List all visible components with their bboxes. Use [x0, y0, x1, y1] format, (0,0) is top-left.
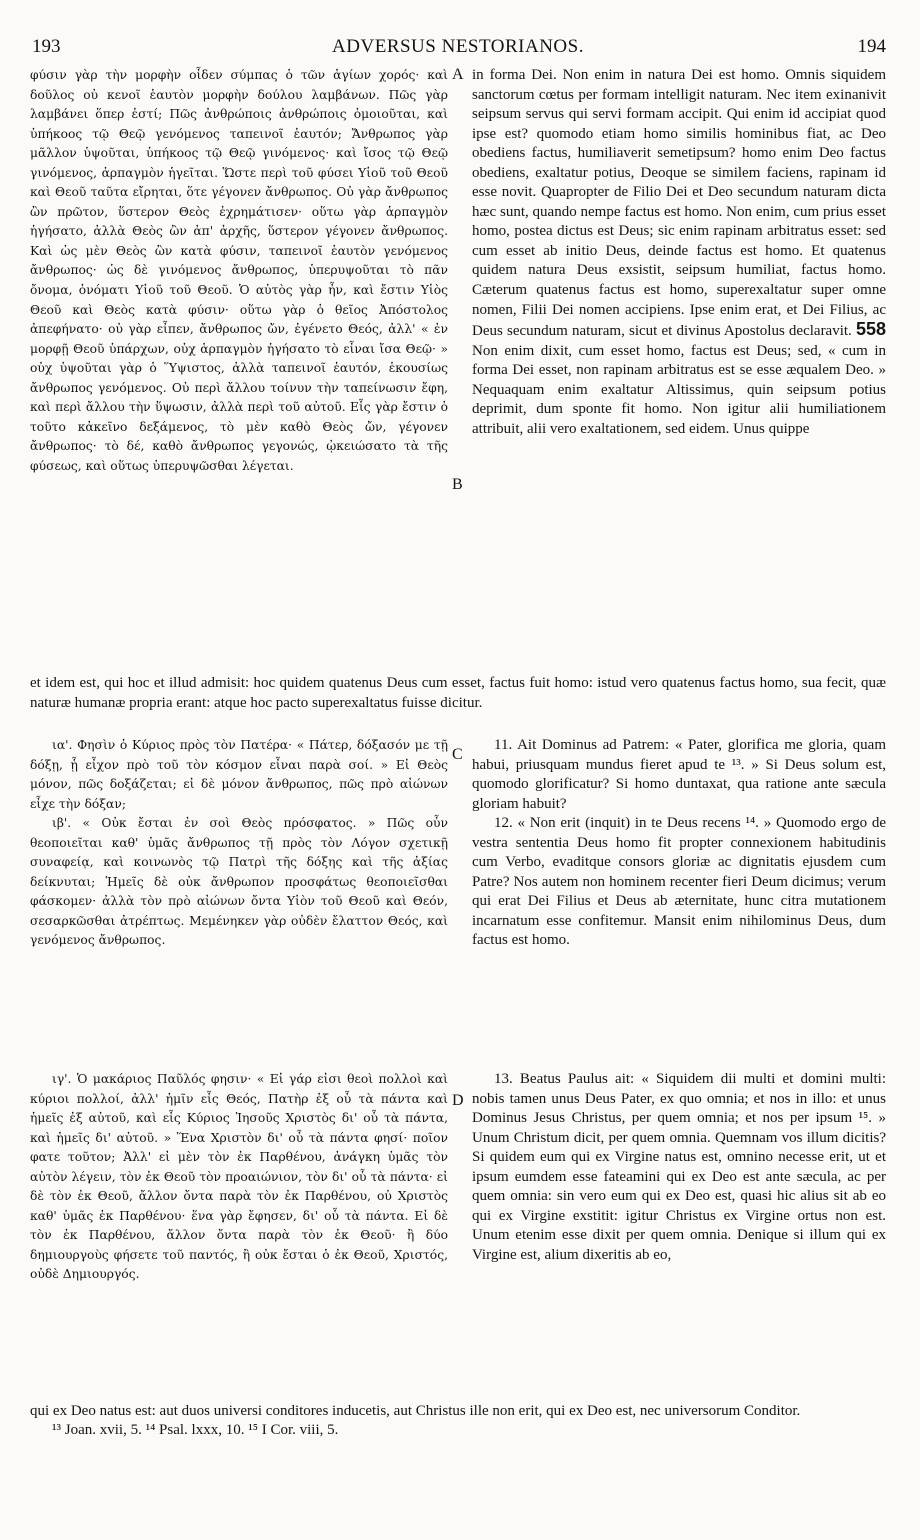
latin-column [472, 66, 886, 672]
full-width-paragraph: qui ex Deo natus est: aut duos universi conditores inducetis, aut Christus ille non erit, qui ex Deo est, nec universorum Conditor. [30, 1403, 801, 1419]
latin-paragraph [472, 66, 886, 439]
full-width-paragraph: et idem est, qui hoc et illud admisit: hoc quidem quatenus Deus cum esset, factus fuit homo: istud vero quatenus factus homo, sua fecit, quæ naturæ humanæ propria erant: atque hoc pacto superexaltatus fuisse dicitur. [30, 675, 886, 711]
greek-paragraph-13: ιγ'. Ὁ μακάριος Παῦλός φησιν· « Εἰ γάρ εἰσι θεοὶ πολλοὶ καὶ κύριοι πολλοί, ἀλλ' ἡμῖν εἷς Θεός, Πατὴρ ἐξ οὗ τὰ πάντα καὶ ἡμεῖς ἐξ αὐτοῦ, καὶ εἷς Κύριος Ἰησοῦς Χριστὸς δι' οὗ τὰ πάντα, καὶ ἡμεῖς δι' αὐτοῦ. » Ἕνα Χριστὸν δι' οὗ τὰ πάντα φησί· ποῖον φατε τοῦτον; Ἀλλ' εἰ μὲν τὸν ἐκ Παρθένου, ἀνάγκη ὑμᾶς τὸν αὐτὸν λέγειν, τὸν ἐκ Θεοῦ τὸν προαιώνιον, τὸν δι' οὗ τὰ πάντα· εἰ δὲ τὸν ἐκ Θεοῦ, ἄλλον ὄντα παρὰ τὸν ἐκ Παρθένου, οὐ Χριστὸς καθ' ὑμᾶς ἐκ Παρθένου· ἕνα γὰρ ἔφησεν, δι' οὗ τὰ πάντα. Εἰ δὲ τὸν ἐκ Παρθένου, ἄλλον ὄντα παρὰ τὸν ἐκ Θεοῦ· ἢ δύο δημιουργοὺς φήσετε τοῦ παντός, ἢ οὐκ ἔσται ὁ ἐκ Θεοῦ, Χριστός, οὐδὲ Δημιουργός. [30, 1072, 448, 1282]
latin-paragraph-11: 11. Ait Dominus ad Patrem: « Pater, glorifica me gloria, quam habui, priusquam mundus fieret apud te ¹³. » Si Deus solum est, quomodo glorificatur? Si homo duntaxat, qua ratione ante sæcula gloriam habuit? [472, 737, 886, 812]
greek-column [30, 736, 448, 1066]
margin-letter-d: D [452, 1092, 464, 1109]
margin-letter-a: A [452, 66, 464, 83]
greek-column [30, 1070, 448, 1395]
running-header [30, 30, 886, 64]
page [30, 30, 886, 1530]
footnotes: ¹³ Joan. xvii, 5. ¹⁴ Psal. lxxx, 10. ¹⁵ I Cor. viii, 5. [52, 1422, 339, 1438]
section-1 [30, 66, 886, 711]
latin-column [472, 1070, 886, 1395]
running-title: ADVERSUS NESTORIANOS. [332, 36, 584, 57]
column-number: 558 [855, 319, 886, 340]
greek-paragraph-11: ια'. Φησὶν ὁ Κύριος πρὸς τὸν Πατέρα· « Πάτερ, δόξασόν με τῇ δόξῃ, ᾗ εἶχον πρὸ τοῦ τὸν κόσμον εἶναι παρὰ σοί. » Εἰ Θεὸς μόνον, πῶς δοξάζεται; εἰ δὲ μόνον ἄνθρωπος, πῶς πρὸ αἰώνων εἶχε τὴν δόξαν; [30, 738, 448, 811]
latin-text: in forma Dei. Non enim in natura Dei est homo. Omnis siquidem sanctorum cœtus per formam intelligit naturam. Nec item exinanivit seipsum servus qui servi formam accipit. Qui enim id accipiat quod ipse est? quomodo etiam homo similis hominibus fiat, ac Deo obediens factus, humiliaverit semetipsum? homo enim Deo factus obediens, exaltatur potius, Deoque se similem faciens, rapinam id esse novit. Quapropter de Filio Dei et Deo secundum naturam dicta hæc sunt, quando nempe factus est homo. Non enim, cum prius esset homo, postea dictus est Deus; sic enim rapinam arbitratus esset: sed cum esset ab initio Deus, deinde factus est homo. Et quatenus quidem natura Deus exsistit, seipsum humiliat, factus homo. Cæterum quatenus factus est homo, superexaltatur super omne nomen, Filii Dei nomen accipiens. Ipse enim erat, et Dei Filius, ac Deus secundum naturam, sicut et divinus Apostolus declaravit. [472, 67, 886, 340]
greek-column [30, 66, 448, 672]
latin-column [472, 736, 886, 1066]
latin-paragraph-13: 13. Beatus Paulus ait: « Siquidem dii multi et domini multi: nobis tamen unus Deus Pater, ex quo omnia; et nos in illo: et unus Dominus Jesus Christus, per quem omnia; et nos per ipsum ¹⁵. » Unum Christum dicit, per quem omnia. Quemnam vos illum dicitis? Si quidem eum qui ex Virgine natus est, omnino necesse erit, ut et ipsum eumdem esse fateamini qui ex Deo est ante sæcula, ac per quem omnia: sin vero eum qui ex Deo est, quasi hic alius sit ab eo qui ex Virgine exstitit: igitur Christus ex Virgine ortus non est. Unum etenim esse dixit per quem omnia. Denique si illum qui ex Virgine est, alium dixeritis ab eo, [472, 1071, 886, 1263]
page-number-right: 194 [857, 36, 886, 57]
page-number-left: 193 [32, 36, 61, 57]
latin-text: Non enim dixit, cum esset homo, factus est Deus; sed, « cum in forma Dei esset, non rapinam arbitratus est se esse æqualem Deo. » Nequaquam enim exaltatur Altissimus, quin seipsum potius deprimit, dum sponte fit homo. Non igitur alii humiliationem attribuit, alii vero exaltationem, sed eidem. Unus quippe [472, 342, 886, 437]
section-3 [30, 1070, 886, 1470]
greek-paragraph-12: ιβ'. « Οὐκ ἔσται ἐν σοὶ Θεὸς πρόσφατος. » Πῶς οὖν θεοποιεῖται καθ' ὑμᾶς ἄνθρωπος τῇ πρὸς τὸν Λόγον σχετικῇ συναφείᾳ, καὶ κοινωνὸς τῷ Πατρὶ τῆς δόξης καὶ τῆς ἀξίας δείκνυται; Ἡμεῖς δὲ οὐκ ἄνθρωπον προσφάτως θεοποιεῖσθαι φάσκομεν· ἀλλὰ τὸν πρὸ αἰώνων ὄντα Υἱὸν τοῦ Θεοῦ καὶ Θεόν, σεσαρκῶσθαι ἀτρέπτως. Μεμένηκεν γὰρ οὐδὲν ἔλαττον Θεός, καὶ γενόμενος ἄνθρωπος. [30, 816, 448, 948]
margin-letter-b: B [452, 476, 463, 493]
section-2 [30, 736, 886, 1066]
latin-paragraph-12: 12. « Non erit (inquit) in te Deus recens ¹⁴. » Quomodo ergo de vestra sententia Deus homo fit propter connexionem habitudinis cum Verbo, evaditque consors gloriæ ac dignitatis ejusdem cum Patre? Nos autem non hominem recenter fieri Deum dicimus; verum qui erat Dei Filius et Deus ab æternitate, hunc citra mutationem incarnatum esse confitemur. Mansit enim nihilominus Deus, dum factus est homo. [472, 815, 886, 949]
margin-letter-c: C [452, 746, 463, 763]
greek-paragraph: φύσιν γὰρ τὴν μορφὴν οἶδεν σύμπας ὁ τῶν ἁγίων χορός· καὶ δοῦλος οὐ κενοῖ ἑαυτὸν μορφὴν δούλου λαμβάνων. Πῶς γὰρ λαμβάνει ὅπερ ἐστί; Πῶς ἀνθρώποις ἀνθρώποις ὁμοιοῦται, καὶ ὑπήκοος τῷ Θεῷ γενόμενος ταπεινοῖ ἑαυτόν; Ἄνθρωπος γὰρ μᾶλλον ὑψοῦται, ὑπήκοος τῷ Θεῷ γινόμενος· καὶ ἴσος τῷ Θεῷ γινόμενος, ἁρπαγμὸν ἡγεῖται. Ὥστε περὶ τοῦ φύσει Υἱοῦ τοῦ Θεοῦ καὶ Θεοῦ ταῦτα εἴρηται, ὅτε γέγονεν ἄνθρωπος. Οὐ γὰρ ἄνθρωπος ὢν πρῶτον, ὕστερον Θεὸς ἐχρημάτισεν· οὕτω γὰρ ἁρπαγμὸν ἡγήσατο, ἀλλὰ Θεὸς ὢν ἀπ' ἀρχῆς, ὕστερον γέγονεν ἄνθρωπος. Καὶ ὡς μὲν Θεὸς ὢν κατὰ φύσιν, ταπεινοῖ ἑαυτὸν γενόμενος ἄνθρωπος· ὡς δὲ γινόμενος ἄνθρωπος, ὑπερυψοῦται τὸ πᾶν ὄνομα, ὀνόματι Υἱοῦ τοῦ Θεοῦ. Ὁ αὐτὸς γὰρ ἦν, καὶ ἔστιν Υἱὸς Θεοῦ καὶ Θεὸς κατὰ φύσιν· οὕτω γὰρ ὁ θεῖος Ἀπόστολος ἀπεφήνατο· οὐ γὰρ εἶπεν, ἄνθρωπος ὤν, ἐγένετο Θεός, ἀλλ' « ἐν μορφῇ Θεοῦ ὑπάρχων, οὐχ ἁρπαγμὸν ἡγήσατο τὸ εἶναι ἴσα Θεῷ· » οὐχ ὑψοῦται γὰρ ὁ Ὕψιστος, ἀλλὰ ταπεινοῖ ἑαυτόν, ἑκουσίως ἄνθρωπος γενόμενος. Οὐ περὶ ἄλλου τοίνυν τὴν ταπείνωσιν ἔφη, καὶ περὶ ἄλλου τὴν ὕψωσιν, ἀλλὰ περὶ τοῦ αὐτοῦ. Εἷς γὰρ ἔστιν ὁ τοῦτο κἀκεῖνο δεξάμενος, τὸ μὲν καθὸ Θεὸς ὤν, γέγονεν ἄνθρωπος· τὸ δέ, καθὸ ἄνθρωπος γεγονώς, ᾠκειώσατο τὰ τῆς φύσεως, καὶ οὕτως ὑπερυψῶσθαι λέγεται. [30, 68, 448, 473]
